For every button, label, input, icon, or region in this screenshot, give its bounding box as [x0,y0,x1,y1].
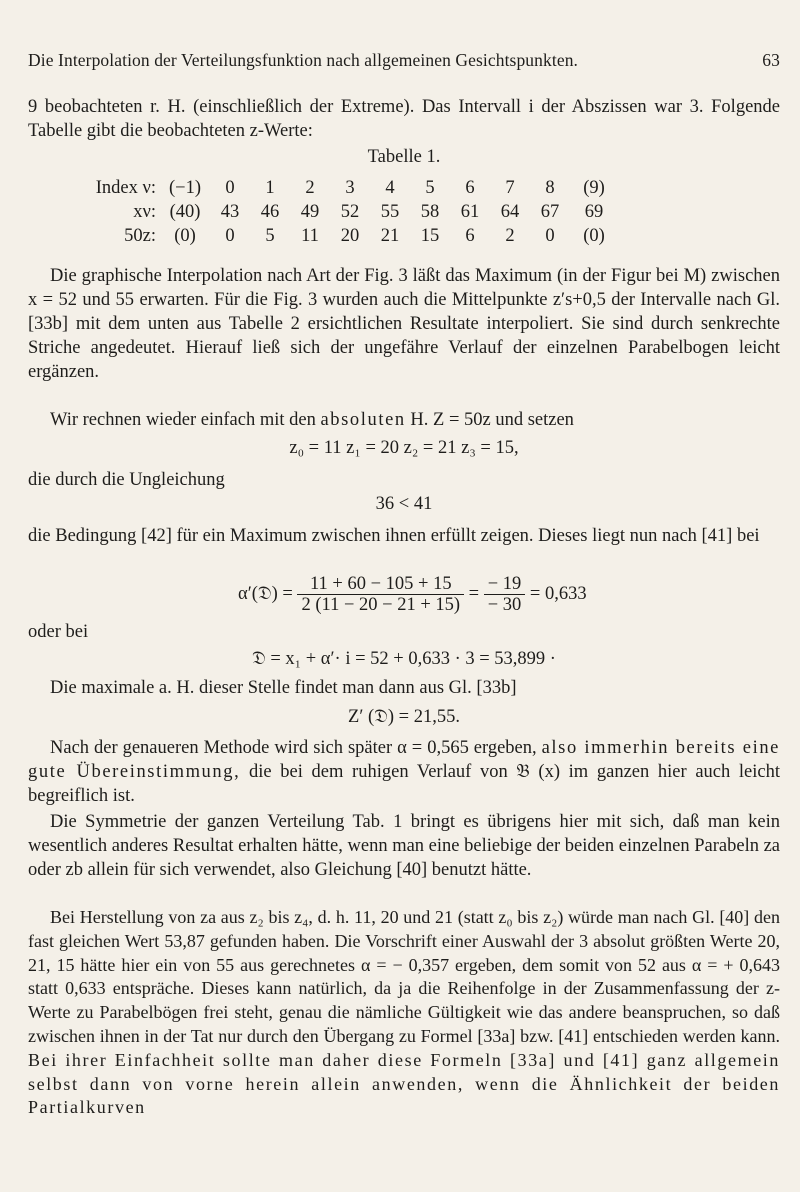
fraction-1 [297,574,464,615]
equation-inequality: 36 < 41 [375,494,433,514]
emphasis-text: also immerhin bereits eine gute Übereinstimmung, [28,738,780,782]
table-cell: 11 [301,225,319,246]
table-cell: 52 [340,201,360,222]
text: Nach der genaueren Methode wird sich später α = 0,565 ergeben, [50,738,537,758]
running-title: Die Interpolation der Verteilungsfunktion nach allgemeinen Gesichtspunkten. [28,50,579,70]
emphasis-text: Bei ihrer Einfachheit sollte man daher diese Formeln [33a] und [41] ganz allgemein selbst dann von vorne herein allein anwenden, wenn die Ähnlichkeit der beiden Partialkurven [28,1049,780,1118]
fraction-1-denominator: 2 (11 − 20 − 21 + 15) [301,595,461,615]
table-caption: Tabelle 1. [367,147,441,167]
equation-z-values: z₀ = 11 z₁ = 20 z₂ = 21 z₃ = 15, [289,438,519,458]
table-cell: 61 [460,201,480,222]
table-cell: (0) [174,225,196,246]
data-table [58,176,618,248]
paragraph-construction [28,906,780,1120]
text: Wir rechnen wieder einfach mit den [50,410,316,430]
table-cell: 55 [380,201,400,222]
alpha-equals: = [468,583,480,604]
fraction-2-denominator: − 30 [487,595,522,615]
emphasis-text: absoluten [320,410,406,430]
table-cell: 15 [420,225,440,246]
table-cell: 0 [225,177,235,198]
table-cell: 46 [260,201,280,222]
paragraph-symmetry: Die Symmetrie der ganzen Verteilung Tab. 1 bringt es übrigens hier mit sich, daß man kein wesentlich anderes Resultat erhalten hätte, wenn man eine beliebige der beiden einzelnen Parabeln za oder zb allein für sich verwendet, also Gleichung [40] benutzt hätte. [28,812,781,880]
table-cell: (0) [583,225,605,246]
table-cell: (−1) [168,177,201,198]
table-cell: 5 [425,177,435,198]
table-cell: 43 [220,201,240,222]
page-number: 63 [762,50,780,70]
table-cell: 58 [420,201,440,222]
table-cell: 1 [265,177,275,198]
table-cell: 2 [305,177,315,198]
paragraph-exact-method [28,736,780,808]
text: H. Z = 50z und setzen [410,410,574,430]
table-cell: 20 [340,225,360,246]
equation-alpha [238,574,587,615]
running-header [28,50,780,78]
table-cell: 64 [500,201,520,222]
table-cell: (40) [169,201,201,222]
intro-paragraph: 9 beobachteten r. H. (einschließlich der Extreme). Das Intervall i der Abszissen war 3. Folgende Tabelle gibt die beobachteten z-Werte: [28,97,780,141]
equation-D: 𝔇 = x₁ + α′· i = 52 + 0,633 · 3 = 53,899 · [252,649,556,669]
table-cell: 21 [380,225,400,246]
row-label: 50z: [124,225,156,246]
table-cell: 6 [465,177,475,198]
table-cell: 0 [225,225,235,246]
table-cell: 0 [545,225,555,246]
table-cell: 2 [505,225,515,246]
paragraph-graphic-interpolation: Die graphische Interpolation nach Art der Fig. 3 läßt das Maximum (in der Figur bei M) zwischen x = 52 und 55 erwarten. Für die Fig. 3 wurden auch die Mittelpunkte z′s+0,5 der Intervalle nach Gl. [33b] mit dem unten aus Tabelle 2 ersichtlichen Resultate interpoliert. Sie sind durch senkrechte Striche angedeutet. Hierauf ließ sich der ungefähre Verlauf der einzelnen Parabelbogen leicht ergänzen. [28,266,780,382]
table-row-x [58,200,618,224]
fraction-2 [484,574,526,615]
table-cell: 67 [540,201,560,222]
paragraph-absolute [28,408,780,432]
fraction-1-numerator: 11 + 60 − 105 + 15 [297,574,464,595]
equation-Z: Z′ (𝔇) = 21,55. [348,707,460,727]
table-cell: 6 [465,225,475,246]
paragraph-maximal: Die maximale a. H. dieser Stelle findet man dann aus Gl. [33b] [50,678,517,698]
table-cell: 69 [584,201,604,222]
fraction-2-numerator: − 19 [484,574,526,595]
table-cell: 49 [300,201,320,222]
text: die bei dem ruhigen Verlauf von 𝔅 (x) im ganzen hier auch leicht begreiflich ist. [28,762,781,806]
paragraph-inequality-intro: die durch die Ungleichung [28,470,225,490]
table-row-50z [58,224,618,248]
alpha-lhs: α′(𝔇) = [238,583,293,604]
table-cell: 5 [265,225,275,246]
alpha-result: = 0,633 [529,583,587,604]
paragraph-oder-bei: oder bei [28,622,89,642]
table-cell: 7 [505,177,515,198]
table-cell: 8 [545,177,555,198]
row-label: xν: [133,201,156,222]
table-row-index [58,176,618,200]
table-cell: (9) [583,177,605,198]
text: Bei Herstellung von za aus z₂ bis z₄, d. h. 11, 20 und 21 (statt z₀ bis z₂) würde man nach Gl. [40] den fast gleichen Wert 53,87 gefunden haben. Die Vorschrift einer Auswahl der 3 absolut größten Werte 20, 21, 15 hätte hier ein von 55 aus gerechnetes α = − 0,357 ergeben, dem somit von 52 aus α = + 0,643 statt 0,633 entspräche. Dieses kann natürlich, da ja die Reihenfolge in der Zusammenfassung der z-Werte zu Parabelbögen frei steht, genau die nämliche Gültigkeit wie das andere beanspruchen, so daß zwischen ihnen in der Tat nur durch den Übergang zu Formel [33a] bzw. [41] entschieden werden kann. [28,907,780,1046]
paragraph-condition: die Bedingung [42] für ein Maximum zwischen ihnen erfüllt zeigen. Dieses liegt nun nach [41] bei [28,526,760,546]
table-cell: 3 [345,177,355,198]
table-cell: 4 [385,177,395,198]
row-label: Index ν: [95,177,156,198]
